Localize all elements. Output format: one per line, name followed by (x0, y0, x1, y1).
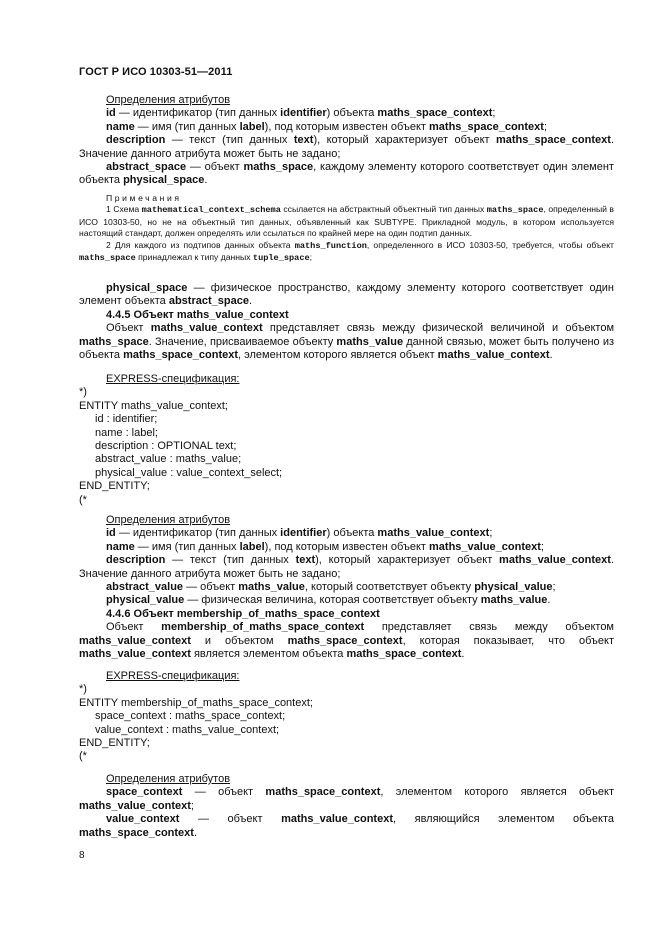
section-title: 4.4.6 Объект membership_of_maths_space_context (106, 607, 380, 620)
attr-defs-heading: Определения атрибутов (106, 773, 231, 785)
attr-item: id — идентификатор (тип данных identifier) объекта maths_value_context; (106, 527, 493, 540)
section-paragraph: Объект membership_of_maths_space_context представляет связь между объектом maths_value_context и объектом maths_space_context, которая показывает, что объект maths_value_context является элементом объекта maths_space_context. (79, 621, 615, 661)
attr-item: abstract_value — объект maths_value, который соответствует объекту physical_value; (106, 581, 556, 594)
notes-title: Примечания (106, 193, 182, 203)
note-2: 2 Для каждого из подтипов данных объекта maths_function, определенного в ИСО 10303-50, требуется, чтобы объект maths_space принадлежал к типу данных tuple_space; (79, 239, 614, 264)
attr-item: physical_space — физическое пространство, каждому элементу которого соответствует один элемент объекта abstract_space. (79, 282, 614, 308)
code-line: (* (79, 750, 87, 763)
code-line: abstract_value : maths_value; (95, 453, 242, 466)
section-paragraph: Объект maths_value_context представляет связь между физической величиной и объектом maths_space. Значение, присваиваемое объекту maths_value данной связью, может быть получено из объекта maths_space_context, элементом которого является объект maths_value_context. (79, 322, 615, 362)
section-4-4-5 (79, 282, 614, 362)
code-line: name : label; (95, 426, 158, 439)
code-line: value_context : maths_value_context; (95, 723, 280, 736)
attr-item: name — имя (тип данных label), под которым известен объект maths_space_context; (106, 120, 548, 133)
page-header: ГОСТ Р ИСО 10303-51—2011 (79, 66, 233, 78)
express-spec-value-context (79, 373, 614, 507)
page-number: 8 (79, 850, 85, 861)
code-line: physical_value : value_context_select; (95, 466, 283, 479)
attr-item: name — имя (тип данных label), под которым известен объект maths_value_context; (106, 540, 544, 553)
code-line: END_ENTITY; (79, 737, 150, 750)
code-line: description : OPTIONAL text; (95, 440, 237, 453)
attr-item: id — идентификатор (тип данных identifier) объекта maths_space_context; (106, 107, 496, 120)
attr-defs-value-context (79, 514, 614, 661)
note-1: 1 Схема mathematical_context_schema ссылается на абстрактный объектный тип данных maths_space, определенный в ИСО 10303-50, но не на объектный тип данных, объявленный как SUBTYPE. Прикладной модуль, в котором используется настоящий стандарт, должен определять или ссылаться по крайней мере на один подтип данных. (79, 204, 614, 239)
attr-item: description — текст (тип данных text), который характеризует объект maths_value_context. Значение данного атрибута может быть не задано; (79, 554, 614, 580)
code-line: *) (79, 683, 87, 696)
code-line: space_context : maths_space_context; (95, 710, 286, 723)
code-line: END_ENTITY; (79, 480, 150, 493)
express-spec-membership (79, 670, 614, 764)
attr-item: space_context — объект maths_space_context, элементом которого является объект maths_value_context; (79, 786, 614, 812)
attr-item: description — текст (тип данных text), который характеризует объект maths_space_context. Значение данного атрибута может быть не задано; (79, 134, 614, 160)
code-line: (* (79, 493, 87, 506)
code-line: ENTITY membership_of_maths_space_context; (79, 696, 313, 709)
attr-defs-heading: Определения атрибутов (106, 514, 231, 526)
attr-defs-heading: Определения атрибутов (106, 94, 231, 106)
attr-item: physical_value — физическая величина, которая соответствует объекту maths_value. (106, 594, 551, 607)
code-line: ENTITY maths_value_context; (79, 399, 228, 412)
code-line: id : identifier; (95, 413, 158, 426)
express-heading: EXPRESS-спецификация: (106, 373, 240, 385)
code-line: *) (79, 386, 87, 399)
attr-item: abstract_space — объект maths_space, каждому элементу которого соответствует один элемент объекта physical_space. (79, 161, 614, 187)
express-heading: EXPRESS-спецификация: (106, 670, 240, 682)
notes-block (79, 193, 614, 264)
attr-defs-membership (79, 773, 614, 840)
attr-defs-space-context (79, 94, 614, 188)
section-title: 4.4.5 Объект maths_value_context (106, 308, 289, 321)
attr-item: value_context — объект maths_value_context, являющийся элементом объекта maths_space_context. (79, 813, 614, 839)
